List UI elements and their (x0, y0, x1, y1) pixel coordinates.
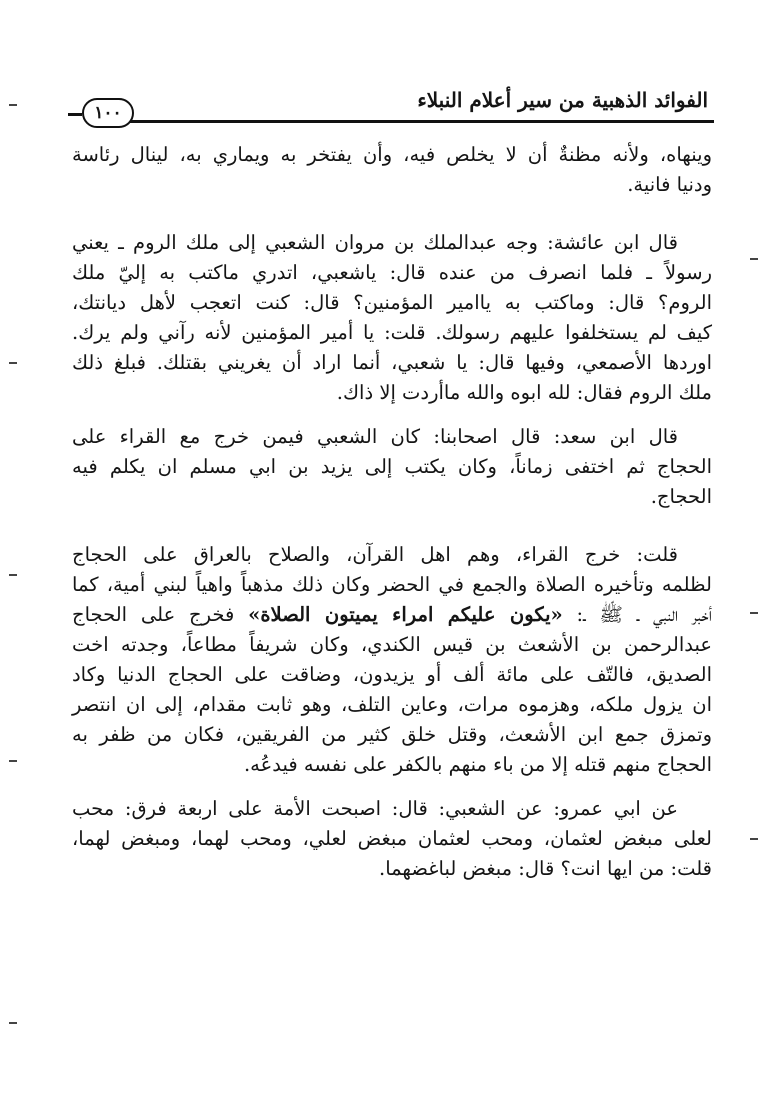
text-line: الحجاج ثم اختفى زماناً، وكان يكتب إلى يزيد بن ابي مسلم ان يكلم فيه (72, 455, 712, 478)
page-number: ١٠٠ (82, 98, 134, 128)
margin-mark (9, 760, 17, 762)
page-number-rule (68, 113, 82, 116)
text-line: لعلى مبغض لعثمان، ومحب لعثمان مبغض لعلي، ومحب لهما، ومبغض لهما، (72, 827, 712, 850)
text-line: اوردها الأصمعي، وفيها قال: يا شعبي، أنما اراد أن يغريني بقتلك. فبلغ ذلك (72, 351, 712, 374)
text-line: عن ابي عمرو: عن الشعبي: قال: اصبحت الأمة على اربعة فرق: محب (72, 797, 678, 820)
text-line: عبدالرحمن بن الأشعث بن قيس الكندي، وكان شريفاً مطاعاً، وجدته اخت (72, 633, 712, 656)
paragraph (72, 422, 712, 512)
text-line: لظلمه وتأخيره الصلاة والجمع في الحضر وكان ذلك مذهباً واهياً لبني أمية، كما (72, 573, 712, 596)
text-line: كيف لم يستخلفوا عليهم رسولك. قلت: يا أمير المؤمنين لأنه رآني ولم يرك. (72, 321, 712, 344)
paragraph (72, 140, 712, 200)
hadith-quote: «يكون عليكم امراء يميتون الصلاة» (248, 603, 563, 626)
margin-mark (750, 838, 758, 840)
text-line: ودنيا فانية. (627, 173, 712, 196)
text-line: الحجاج. (650, 485, 712, 508)
text-line: وينهاه، ولأنه مظنةٌ أن لا يخلص فيه، وأن يفتخر به ويماري به، لينال رئاسة (72, 143, 712, 166)
text-line: رسولاً ـ فلما انصرف من عنده قال: ياشعبي، اتدري ماكتب به إليّ ملك (72, 261, 712, 284)
text-line: ان يزول ملكه، وهزموه مرات، وعاين التلف، وهو ثابت مقدام، إلى ان انتصر (72, 693, 712, 716)
margin-mark (9, 574, 17, 576)
margin-mark (9, 104, 17, 106)
text-line: الروم؟ قال: وماكتب به ياامير المؤمنين؟ قال: كنت اتعجب لأهل ديانتك، (72, 291, 712, 314)
header-rule (112, 120, 714, 123)
paragraph (72, 794, 712, 884)
hadith-line: أخبر النبي ـ ﷺ ـ: «يكون عليكم امراء يميتون الصلاة» فخرج على الحجاج (72, 603, 712, 626)
text-line: قال ابن سعد: قال اصحابنا: كان الشعبي فيمن خرج مع القراء على (72, 425, 678, 448)
margin-mark (9, 362, 17, 364)
text-line: الصديق، فالتّف على مائة ألف أو يزيدون، وضاقت على الحجاج الدنيا وكاد (72, 663, 712, 686)
page-body (72, 140, 712, 884)
page-number-box (68, 98, 144, 128)
text-line: قلت: من ايها انت؟ قال: مبغض لباغضهما. (379, 857, 712, 880)
running-title: الفوائد الذهبية من سير أعلام النبلاء (417, 88, 708, 112)
text-line: قال ابن عائشة: وجه عبدالملك بن مروان الشعبي إلى ملك الروم ـ يعني (72, 231, 678, 254)
text-line: ملك الروم فقال: لله ابوه والله ماأردت إلا ذاك. (336, 381, 712, 404)
text-line: قلت: خرج القراء، وهم اهل القرآن، والصلاح بالعراق على الحجاج (72, 543, 678, 566)
paragraph (72, 228, 712, 408)
text-line: الحجاج منهم قتله إلا من باء منهم بالكفر على نفسه فيدعُه. (243, 753, 712, 776)
margin-mark (750, 258, 758, 260)
paragraph (72, 540, 712, 780)
text-line: وتمزق جمع ابن الأشعث، وقتل خلق كثير من الفريقين، فكان من ظفر به (72, 723, 712, 746)
margin-mark (750, 612, 758, 614)
margin-mark (9, 1022, 17, 1024)
page-header (68, 82, 714, 134)
